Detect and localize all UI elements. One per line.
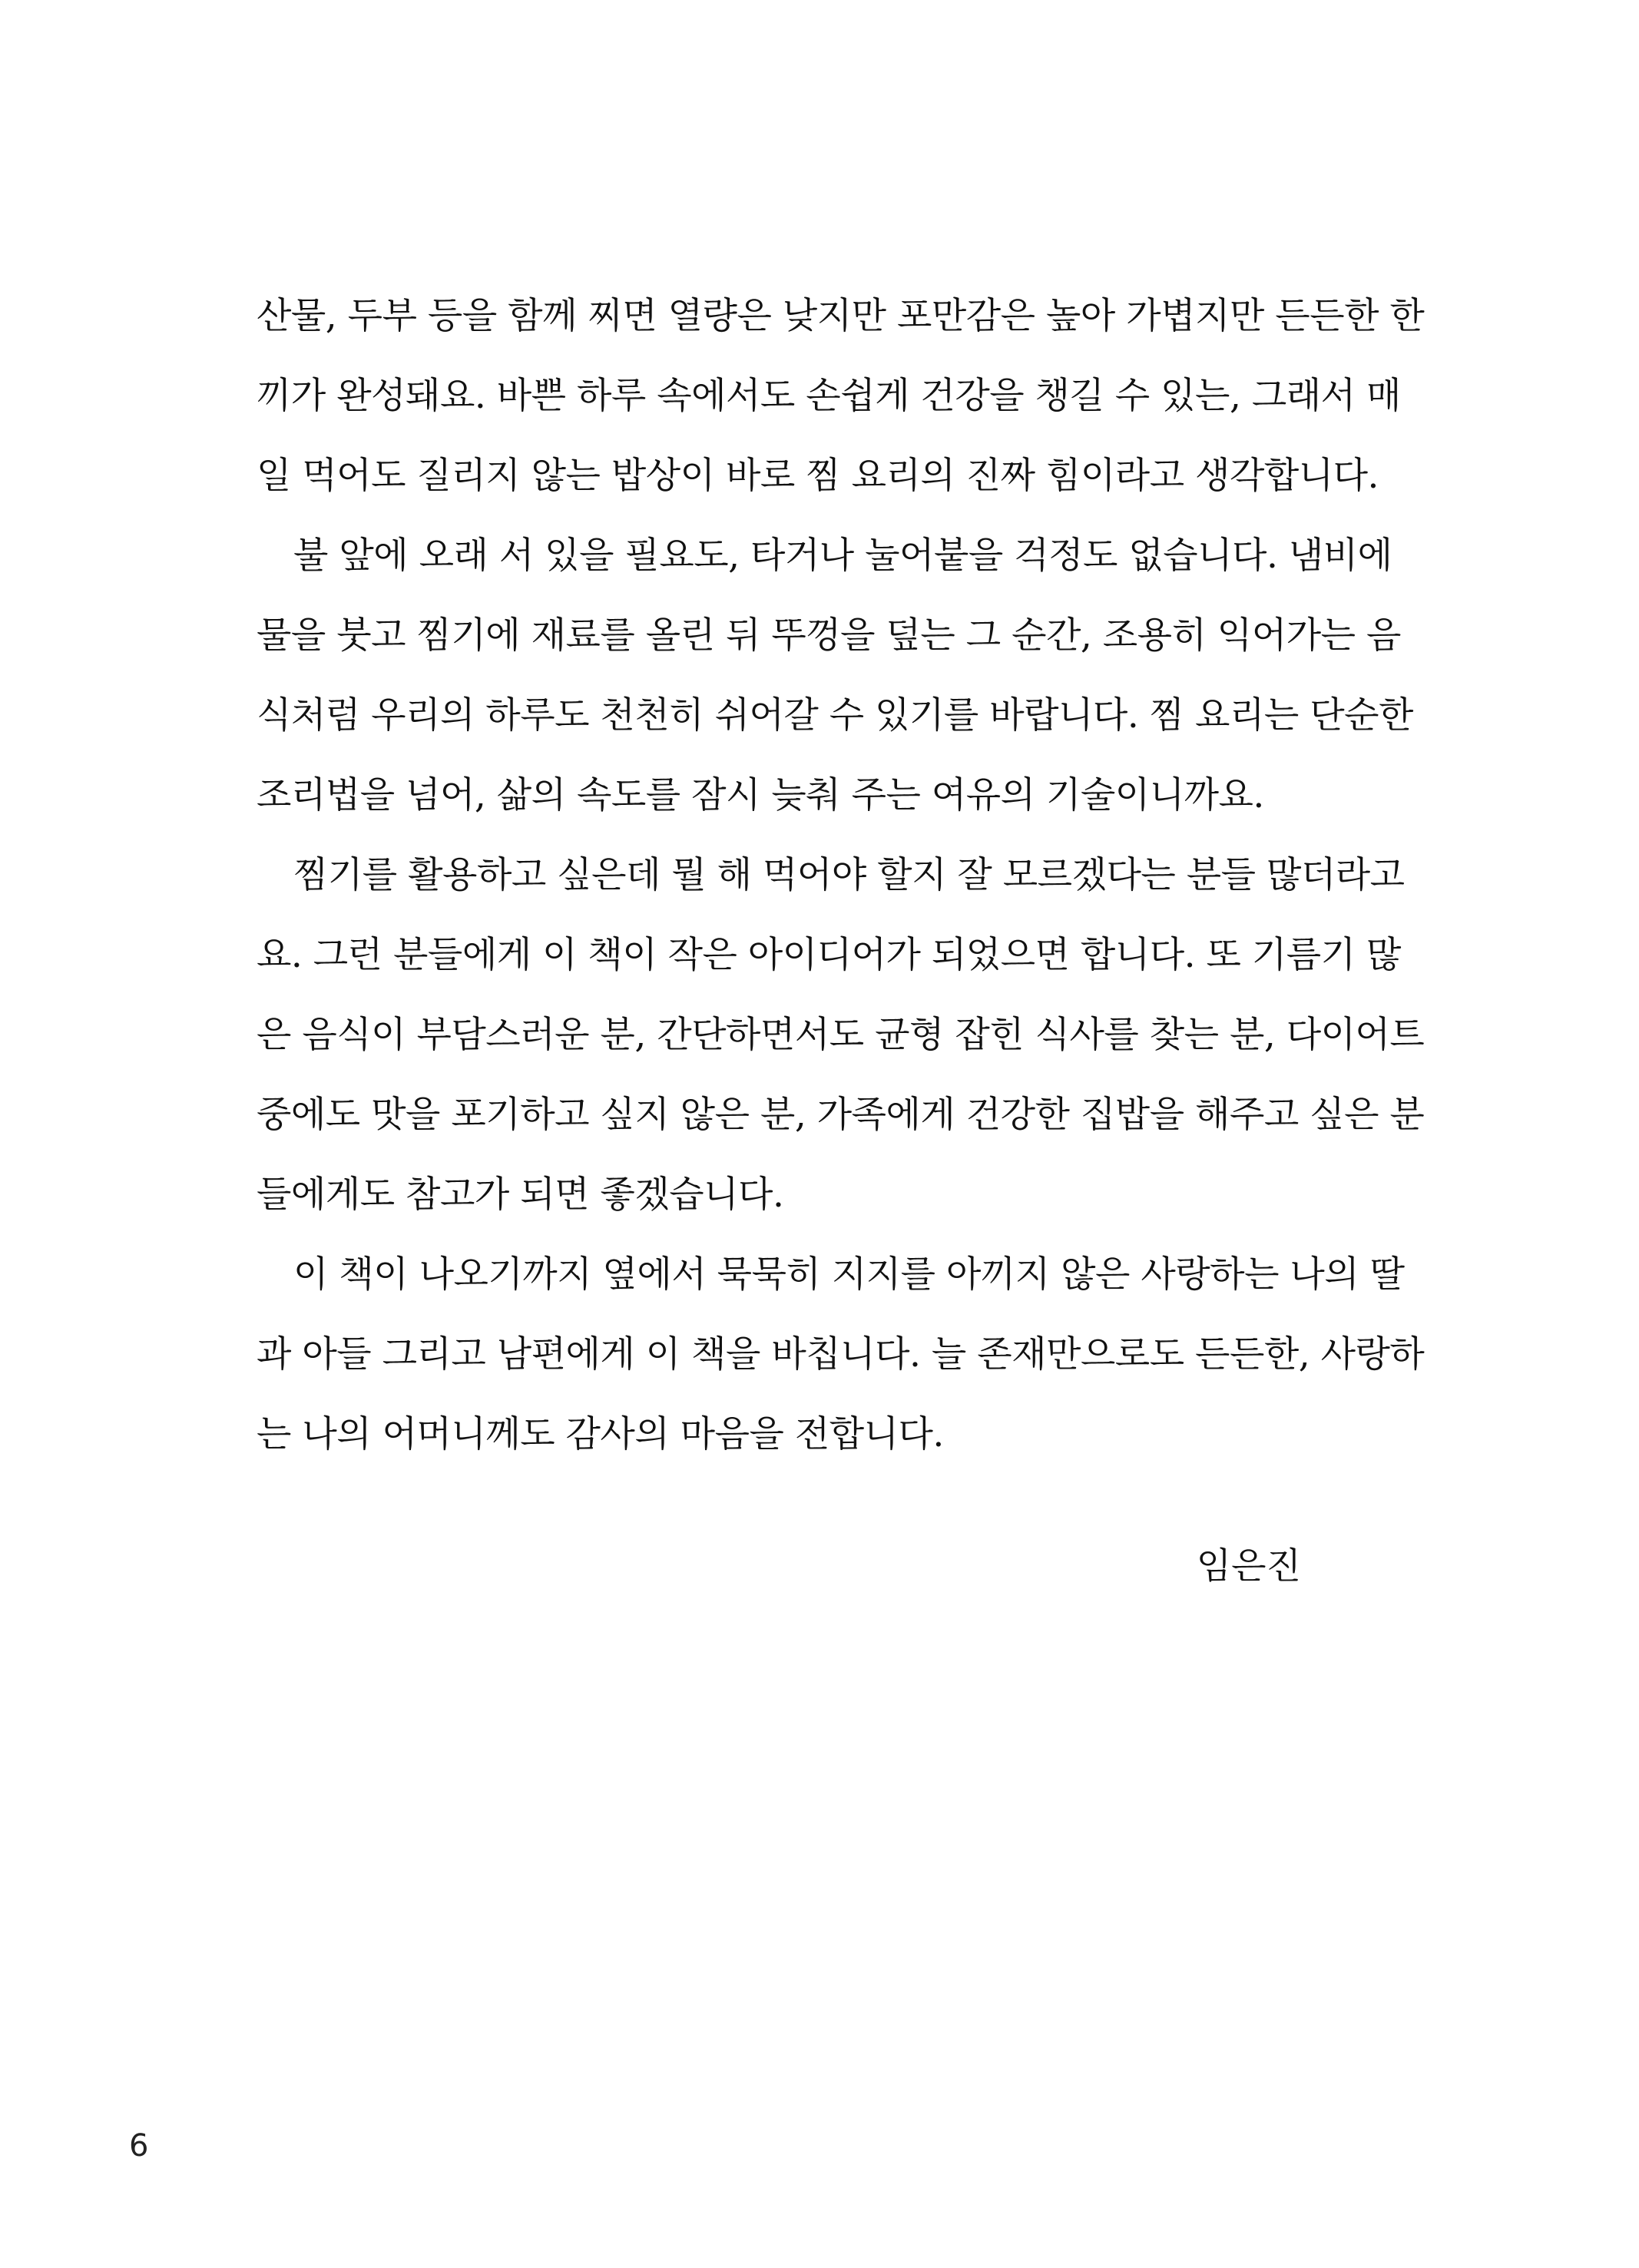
body-line: 찜기를 활용하고 싶은데 뭘 해 먹어야 할지 잘 모르겠다는 분들 많더라고 <box>293 854 1405 896</box>
body-line: 과 아들 그리고 남편에게 이 책을 바칩니다. 늘 존재만으로도 든든한, 사랑하 <box>257 1333 1425 1376</box>
page-number: 6 <box>129 2128 149 2164</box>
body-line: 요. 그런 분들에게 이 책이 작은 아이디어가 되었으면 합니다. 또 기름기 많 <box>257 934 1401 976</box>
body-line: 물을 붓고 찜기에 재료를 올린 뒤 뚜껑을 덮는 그 순간, 조용히 익어가는 음 <box>257 614 1401 657</box>
body-line: 일 먹어도 질리지 않는 밥상이 바로 찜 요리의 진짜 힘이라고 생각합니다. <box>257 455 1379 497</box>
body-line: 산물, 두부 등을 함께 찌면 열량은 낮지만 포만감은 높아 가볍지만 든든한 한 <box>257 295 1425 337</box>
body-line: 불 앞에 오래 서 있을 필요도, 타거나 눌어붙을 걱정도 없습니다. 냄비에 <box>293 535 1392 577</box>
body-line: 은 음식이 부담스러운 분, 간단하면서도 균형 잡힌 식사를 찾는 분, 다이어트 <box>257 1014 1425 1056</box>
body-line: 중에도 맛을 포기하고 싶지 않은 분, 가족에게 건강한 집밥을 해주고 싶은 분 <box>257 1094 1425 1136</box>
body-line: 들에게도 참고가 되면 좋겠습니다. <box>257 1174 784 1216</box>
body-line: 이 책이 나오기까지 옆에서 묵묵히 지지를 아끼지 않은 사랑하는 나의 딸 <box>293 1253 1405 1296</box>
body-line: 식처럼 우리의 하루도 천천히 쉬어갈 수 있기를 바랍니다. 찜 요리는 단순한 <box>257 694 1413 737</box>
body-line: 끼가 완성돼요. 바쁜 하루 속에서도 손쉽게 건강을 챙길 수 있는, 그래서 매 <box>257 375 1401 417</box>
author-signature: 임은진 <box>1196 1545 1301 1588</box>
body-line: 조리법을 넘어, 삶의 속도를 잠시 늦춰 주는 여유의 기술이니까요. <box>257 774 1264 816</box>
body-line: 는 나의 어머니께도 감사의 마음을 전합니다. <box>257 1413 944 1455</box>
